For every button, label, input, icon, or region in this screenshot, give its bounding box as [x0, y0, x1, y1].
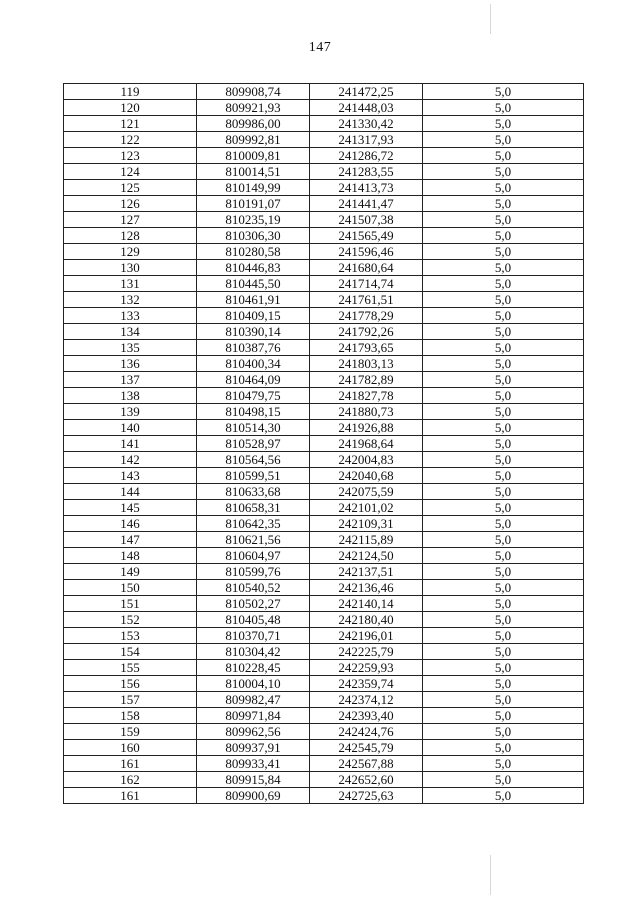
table-row [64, 452, 584, 468]
x-coordinate-cell: 810400,34 [197, 356, 310, 372]
y-coordinate-cell: 242196,01 [310, 628, 423, 644]
point-number-cell: 157 [64, 692, 197, 708]
x-coordinate-cell: 809933,41 [197, 756, 310, 772]
x-coordinate-cell: 810149,99 [197, 180, 310, 196]
value-cell: 5,0 [423, 500, 584, 516]
point-number-cell: 131 [64, 276, 197, 292]
x-coordinate-cell: 810370,71 [197, 628, 310, 644]
x-coordinate-cell: 810405,48 [197, 612, 310, 628]
value-cell: 5,0 [423, 548, 584, 564]
y-coordinate-cell: 242359,74 [310, 676, 423, 692]
x-coordinate-cell: 810306,30 [197, 228, 310, 244]
y-coordinate-cell: 242567,88 [310, 756, 423, 772]
table-row [64, 628, 584, 644]
point-number-cell: 153 [64, 628, 197, 644]
point-number-cell: 160 [64, 740, 197, 756]
point-number-cell: 158 [64, 708, 197, 724]
y-coordinate-cell: 241413,73 [310, 180, 423, 196]
table-row [64, 212, 584, 228]
value-cell: 5,0 [423, 292, 584, 308]
x-coordinate-cell: 810235,19 [197, 212, 310, 228]
table-row [64, 772, 584, 788]
table-row [64, 580, 584, 596]
y-coordinate-cell: 242545,79 [310, 740, 423, 756]
point-number-cell: 128 [64, 228, 197, 244]
table-row [64, 516, 584, 532]
x-coordinate-cell: 810445,50 [197, 276, 310, 292]
table-row [64, 260, 584, 276]
table-row [64, 372, 584, 388]
value-cell: 5,0 [423, 84, 584, 100]
point-number-cell: 122 [64, 132, 197, 148]
table-row [64, 436, 584, 452]
value-cell: 5,0 [423, 580, 584, 596]
value-cell: 5,0 [423, 484, 584, 500]
point-number-cell: 123 [64, 148, 197, 164]
point-number-cell: 161 [64, 756, 197, 772]
table-row [64, 532, 584, 548]
y-coordinate-cell: 241778,29 [310, 308, 423, 324]
value-cell: 5,0 [423, 340, 584, 356]
value-cell: 5,0 [423, 244, 584, 260]
point-number-cell: 143 [64, 468, 197, 484]
table-row [64, 420, 584, 436]
value-cell: 5,0 [423, 724, 584, 740]
value-cell: 5,0 [423, 404, 584, 420]
x-coordinate-cell: 810409,15 [197, 308, 310, 324]
table-row [64, 196, 584, 212]
point-number-cell: 142 [64, 452, 197, 468]
coordinates-table-container [63, 83, 583, 804]
value-cell: 5,0 [423, 372, 584, 388]
table-row [64, 484, 584, 500]
table-row [64, 612, 584, 628]
y-coordinate-cell: 242424,76 [310, 724, 423, 740]
value-cell: 5,0 [423, 692, 584, 708]
point-number-cell: 135 [64, 340, 197, 356]
table-row [64, 756, 584, 772]
value-cell: 5,0 [423, 468, 584, 484]
table-row [64, 676, 584, 692]
table-row [64, 100, 584, 116]
x-coordinate-cell: 810633,68 [197, 484, 310, 500]
table-row [64, 164, 584, 180]
point-number-cell: 125 [64, 180, 197, 196]
value-cell: 5,0 [423, 308, 584, 324]
point-number-cell: 138 [64, 388, 197, 404]
table-row [64, 84, 584, 100]
y-coordinate-cell: 242109,31 [310, 516, 423, 532]
x-coordinate-cell: 810464,09 [197, 372, 310, 388]
x-coordinate-cell: 810658,31 [197, 500, 310, 516]
y-coordinate-cell: 242040,68 [310, 468, 423, 484]
table-row [64, 692, 584, 708]
point-number-cell: 134 [64, 324, 197, 340]
scan-edge-mark [490, 4, 491, 34]
y-coordinate-cell: 242136,46 [310, 580, 423, 596]
value-cell: 5,0 [423, 628, 584, 644]
x-coordinate-cell: 810599,51 [197, 468, 310, 484]
value-cell: 5,0 [423, 708, 584, 724]
x-coordinate-cell: 810014,51 [197, 164, 310, 180]
x-coordinate-cell: 809900,69 [197, 788, 310, 804]
y-coordinate-cell: 242101,02 [310, 500, 423, 516]
y-coordinate-cell: 242004,83 [310, 452, 423, 468]
value-cell: 5,0 [423, 180, 584, 196]
x-coordinate-cell: 810446,83 [197, 260, 310, 276]
y-coordinate-cell: 241782,89 [310, 372, 423, 388]
x-coordinate-cell: 810621,56 [197, 532, 310, 548]
x-coordinate-cell: 810009,81 [197, 148, 310, 164]
table-row [64, 116, 584, 132]
value-cell: 5,0 [423, 212, 584, 228]
table-row [64, 468, 584, 484]
y-coordinate-cell: 242259,93 [310, 660, 423, 676]
point-number-cell: 139 [64, 404, 197, 420]
value-cell: 5,0 [423, 740, 584, 756]
value-cell: 5,0 [423, 388, 584, 404]
table-row [64, 132, 584, 148]
x-coordinate-cell: 810304,42 [197, 644, 310, 660]
value-cell: 5,0 [423, 660, 584, 676]
x-coordinate-cell: 810564,56 [197, 452, 310, 468]
point-number-cell: 162 [64, 772, 197, 788]
point-number-cell: 133 [64, 308, 197, 324]
table-row [64, 788, 584, 804]
point-number-cell: 147 [64, 532, 197, 548]
point-number-cell: 127 [64, 212, 197, 228]
point-number-cell: 121 [64, 116, 197, 132]
value-cell: 5,0 [423, 100, 584, 116]
value-cell: 5,0 [423, 596, 584, 612]
value-cell: 5,0 [423, 644, 584, 660]
y-coordinate-cell: 242115,89 [310, 532, 423, 548]
y-coordinate-cell: 242225,79 [310, 644, 423, 660]
x-coordinate-cell: 809937,91 [197, 740, 310, 756]
table-row [64, 740, 584, 756]
table-row [64, 356, 584, 372]
y-coordinate-cell: 241680,64 [310, 260, 423, 276]
y-coordinate-cell: 241317,93 [310, 132, 423, 148]
y-coordinate-cell: 242124,50 [310, 548, 423, 564]
x-coordinate-cell: 809962,56 [197, 724, 310, 740]
table-row [64, 228, 584, 244]
point-number-cell: 156 [64, 676, 197, 692]
value-cell: 5,0 [423, 228, 584, 244]
point-number-cell: 161 [64, 788, 197, 804]
table-row [64, 564, 584, 580]
value-cell: 5,0 [423, 148, 584, 164]
y-coordinate-cell: 242652,60 [310, 772, 423, 788]
x-coordinate-cell: 810004,10 [197, 676, 310, 692]
value-cell: 5,0 [423, 516, 584, 532]
point-number-cell: 137 [64, 372, 197, 388]
x-coordinate-cell: 810390,14 [197, 324, 310, 340]
x-coordinate-cell: 809908,74 [197, 84, 310, 100]
y-coordinate-cell: 241507,38 [310, 212, 423, 228]
y-coordinate-cell: 241761,51 [310, 292, 423, 308]
x-coordinate-cell: 809915,84 [197, 772, 310, 788]
x-coordinate-cell: 809992,81 [197, 132, 310, 148]
scan-edge-mark [490, 855, 491, 895]
point-number-cell: 136 [64, 356, 197, 372]
point-number-cell: 150 [64, 580, 197, 596]
value-cell: 5,0 [423, 564, 584, 580]
value-cell: 5,0 [423, 436, 584, 452]
x-coordinate-cell: 810387,76 [197, 340, 310, 356]
x-coordinate-cell: 810514,30 [197, 420, 310, 436]
y-coordinate-cell: 242374,12 [310, 692, 423, 708]
point-number-cell: 154 [64, 644, 197, 660]
point-number-cell: 120 [64, 100, 197, 116]
table-row [64, 324, 584, 340]
value-cell: 5,0 [423, 452, 584, 468]
coordinates-table [63, 83, 584, 804]
value-cell: 5,0 [423, 532, 584, 548]
x-coordinate-cell: 810479,75 [197, 388, 310, 404]
x-coordinate-cell: 810502,27 [197, 596, 310, 612]
value-cell: 5,0 [423, 676, 584, 692]
table-row [64, 180, 584, 196]
table-row [64, 308, 584, 324]
x-coordinate-cell: 810498,15 [197, 404, 310, 420]
point-number-cell: 149 [64, 564, 197, 580]
y-coordinate-cell: 242137,51 [310, 564, 423, 580]
value-cell: 5,0 [423, 260, 584, 276]
x-coordinate-cell: 809986,00 [197, 116, 310, 132]
x-coordinate-cell: 810228,45 [197, 660, 310, 676]
table-row [64, 596, 584, 612]
table-row [64, 724, 584, 740]
table-row [64, 500, 584, 516]
point-number-cell: 148 [64, 548, 197, 564]
point-number-cell: 159 [64, 724, 197, 740]
value-cell: 5,0 [423, 356, 584, 372]
y-coordinate-cell: 241793,65 [310, 340, 423, 356]
y-coordinate-cell: 242140,14 [310, 596, 423, 612]
table-row [64, 404, 584, 420]
point-number-cell: 141 [64, 436, 197, 452]
point-number-cell: 130 [64, 260, 197, 276]
value-cell: 5,0 [423, 788, 584, 804]
y-coordinate-cell: 241448,03 [310, 100, 423, 116]
y-coordinate-cell: 241565,49 [310, 228, 423, 244]
value-cell: 5,0 [423, 420, 584, 436]
y-coordinate-cell: 241880,73 [310, 404, 423, 420]
y-coordinate-cell: 241330,42 [310, 116, 423, 132]
point-number-cell: 129 [64, 244, 197, 260]
value-cell: 5,0 [423, 772, 584, 788]
point-number-cell: 144 [64, 484, 197, 500]
x-coordinate-cell: 810540,52 [197, 580, 310, 596]
value-cell: 5,0 [423, 116, 584, 132]
value-cell: 5,0 [423, 164, 584, 180]
x-coordinate-cell: 810528,97 [197, 436, 310, 452]
coordinates-table-body [64, 84, 584, 804]
point-number-cell: 155 [64, 660, 197, 676]
x-coordinate-cell: 810461,91 [197, 292, 310, 308]
x-coordinate-cell: 810280,58 [197, 244, 310, 260]
x-coordinate-cell: 809982,47 [197, 692, 310, 708]
y-coordinate-cell: 241714,74 [310, 276, 423, 292]
y-coordinate-cell: 241286,72 [310, 148, 423, 164]
point-number-cell: 124 [64, 164, 197, 180]
y-coordinate-cell: 242393,40 [310, 708, 423, 724]
y-coordinate-cell: 241472,25 [310, 84, 423, 100]
table-row [64, 644, 584, 660]
table-row [64, 276, 584, 292]
y-coordinate-cell: 241596,46 [310, 244, 423, 260]
y-coordinate-cell: 241283,55 [310, 164, 423, 180]
value-cell: 5,0 [423, 612, 584, 628]
table-row [64, 148, 584, 164]
x-coordinate-cell: 809921,93 [197, 100, 310, 116]
x-coordinate-cell: 809971,84 [197, 708, 310, 724]
point-number-cell: 119 [64, 84, 197, 100]
x-coordinate-cell: 810191,07 [197, 196, 310, 212]
table-row [64, 660, 584, 676]
table-row [64, 548, 584, 564]
y-coordinate-cell: 241441,47 [310, 196, 423, 212]
table-row [64, 388, 584, 404]
value-cell: 5,0 [423, 756, 584, 772]
point-number-cell: 140 [64, 420, 197, 436]
y-coordinate-cell: 241803,13 [310, 356, 423, 372]
point-number-cell: 145 [64, 500, 197, 516]
x-coordinate-cell: 810642,35 [197, 516, 310, 532]
page-number: 147 [308, 40, 332, 55]
point-number-cell: 151 [64, 596, 197, 612]
x-coordinate-cell: 810604,97 [197, 548, 310, 564]
y-coordinate-cell: 242075,59 [310, 484, 423, 500]
point-number-cell: 126 [64, 196, 197, 212]
point-number-cell: 152 [64, 612, 197, 628]
y-coordinate-cell: 241827,78 [310, 388, 423, 404]
table-row [64, 244, 584, 260]
table-row [64, 708, 584, 724]
y-coordinate-cell: 241926,88 [310, 420, 423, 436]
table-row [64, 292, 584, 308]
y-coordinate-cell: 242180,40 [310, 612, 423, 628]
y-coordinate-cell: 242725,63 [310, 788, 423, 804]
point-number-cell: 132 [64, 292, 197, 308]
y-coordinate-cell: 241968,64 [310, 436, 423, 452]
value-cell: 5,0 [423, 196, 584, 212]
value-cell: 5,0 [423, 276, 584, 292]
point-number-cell: 146 [64, 516, 197, 532]
x-coordinate-cell: 810599,76 [197, 564, 310, 580]
value-cell: 5,0 [423, 132, 584, 148]
table-row [64, 340, 584, 356]
value-cell: 5,0 [423, 324, 584, 340]
y-coordinate-cell: 241792,26 [310, 324, 423, 340]
